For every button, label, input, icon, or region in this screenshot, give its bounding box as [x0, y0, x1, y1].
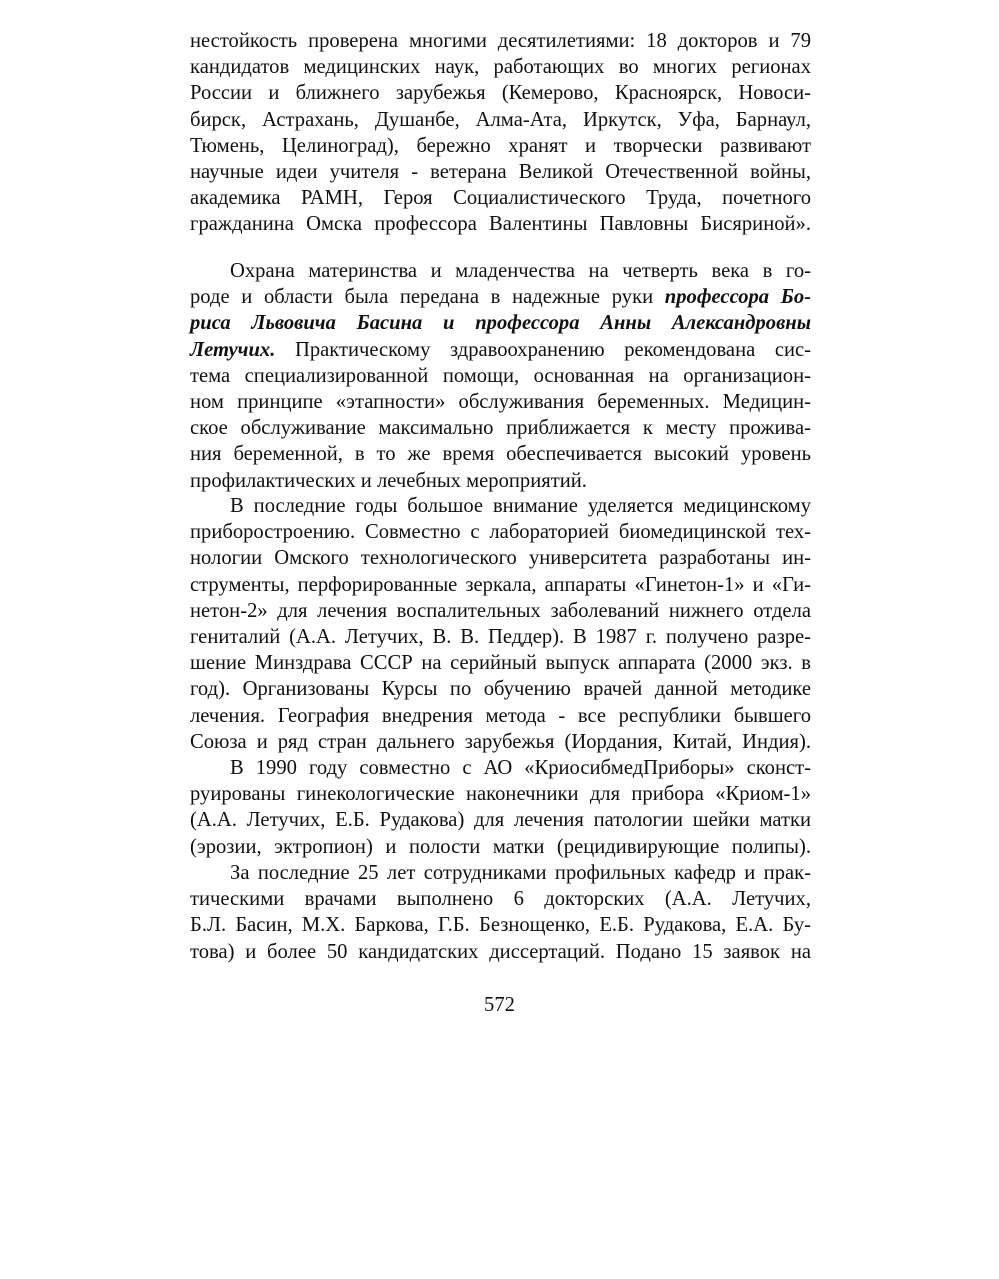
text-line: бирск, Астрахань, Душанбе, Алма-Ата, Иркутск, Уфа, Барнаул,	[190, 108, 811, 131]
bold-text-run: профессора Бо-	[664, 286, 811, 309]
text-line: ном принципе «этапности» обслуживания беременных. Медицин-	[190, 391, 811, 414]
text-run: Практическому здравоохранению рекомендована сис-	[275, 338, 811, 361]
text-line: Тюмень, Целиноград), бережно хранят и творчески развивают	[190, 134, 811, 157]
text-line: кандидатов медицинских наук, работающих во многих регионах	[190, 56, 811, 79]
text-line	[190, 284, 811, 310]
text-line: научные идеи учителя - ветерана Великой Отечественной войны,	[190, 161, 811, 184]
text-line: нологии Омского технологического университета разработаны ин-	[190, 547, 811, 570]
text-line: ния беременной, в то же время обеспечивается высокий уровень	[190, 443, 811, 466]
text-line: профилактических и лечебных мероприятий.	[190, 469, 587, 492]
paragraph-4	[190, 755, 811, 860]
paragraph-3	[190, 493, 811, 755]
page-number: 572	[484, 994, 515, 1016]
text-line: струменты, перфорированные зеркала, аппараты «Гинетон-1» и «Ги-	[190, 573, 811, 596]
paragraph-2	[190, 258, 811, 494]
text-line: Союза и ряд стран дальнего зарубежья (Иордания, Китай, Индия).	[190, 730, 811, 753]
text-line: това) и более 50 кандидатских диссертаций. Подано 15 заявок на	[190, 940, 811, 963]
text-line: (эрозии, эктропион) и полости матки (рецидивирующие полипы).	[190, 835, 811, 858]
paragraph-5	[190, 860, 811, 965]
text-line: За последние 25 лет сотрудниками профильных кафедр и прак-	[230, 862, 811, 884]
text-line: тема специализированной помощи, основанная на организацион-	[190, 364, 811, 387]
text-line: руированы гинекологические наконечники для прибора «Криом-1»	[190, 783, 811, 806]
bold-text-line: риса Львовича Басина и профессора Анны Александровны	[190, 312, 811, 335]
text-line: нетон-2» для лечения воспалительных заболеваний нижнего отдела	[190, 599, 811, 622]
text-line: России и ближнего зарубежья (Кемерово, Красноярск, Новоси-	[190, 82, 811, 105]
text-line: лечения. География внедрения метода - все республики бывшего	[190, 704, 811, 727]
text-run: роде и области была передана в надежные руки	[190, 286, 665, 309]
text-line	[190, 337, 811, 363]
paragraph-1	[190, 28, 811, 238]
text-line: В последние годы большое внимание уделяется медицинскому	[230, 495, 811, 517]
text-line: Охрана материнства и младенчества на четверть века в го-	[230, 260, 811, 282]
text-line: год). Организованы Курсы по обучению врачей данной методике	[190, 678, 811, 701]
text-line: тическими врачами выполнено 6 докторских (А.А. Летучих,	[190, 888, 811, 911]
text-line: шение Минздрава СССР на серийный выпуск аппарата (2000 экз. в	[190, 652, 811, 675]
text-line: Б.Л. Басин, М.Х. Баркова, Г.Б. Безнощенко, Е.Б. Рудакова, Е.А. Бу-	[190, 914, 811, 937]
text-line: гражданина Омска профессора Валентины Павловны Бисяриной».	[190, 213, 811, 236]
text-line: В 1990 году совместно с АО «КриосибмедПриборы» сконст-	[230, 757, 811, 779]
text-line: нестойкость проверена многими десятилетиями: 18 докторов и 79	[190, 30, 811, 52]
bold-text-run: Летучих.	[190, 338, 276, 361]
text-line: приборостроению. Совместно с лабораторией биомедицинской тех-	[190, 521, 811, 544]
text-line: академика РАМН, Героя Социалистического Труда, почетного	[190, 187, 811, 210]
text-line: (А.А. Летучих, Е.Б. Рудакова) для лечения патологии шейки матки	[190, 809, 811, 832]
text-line: гениталий (А.А. Летучих, В. В. Педдер). В 1987 г. получено разре-	[190, 626, 811, 649]
text-line: ское обслуживание максимально приближается к месту прожива-	[190, 417, 811, 440]
